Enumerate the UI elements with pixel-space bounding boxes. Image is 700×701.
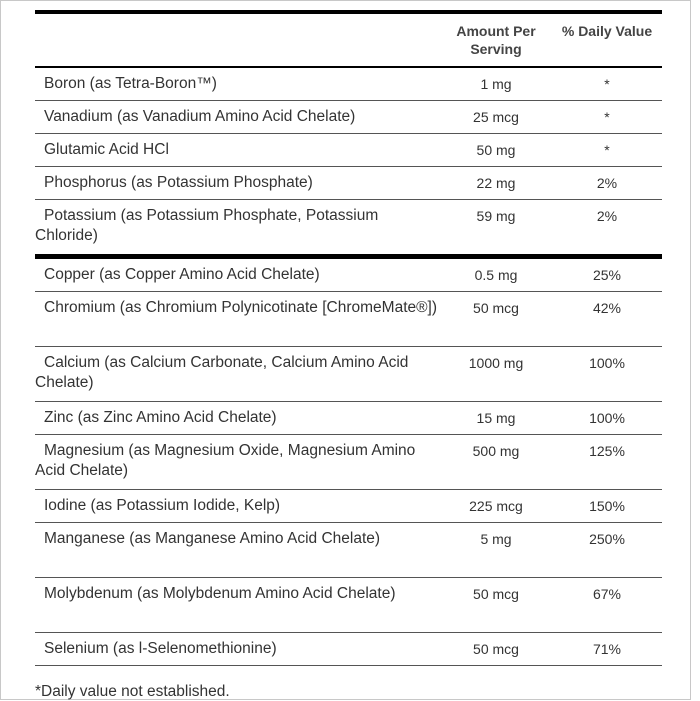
table-row [35,292,662,347]
table-row [35,200,662,257]
nutrient-daily-value: 2% [552,200,662,257]
nutrient-daily-value: 67% [552,578,662,633]
nutrient-amount: 59 mg [440,200,552,257]
nutrient-daily-value: 150% [552,490,662,523]
nutrient-name: Magnesium (as Magnesium Oxide, Magnesium Amino Acid Chelate) [35,442,416,479]
nutrient-name: Potassium (as Potassium Phosphate, Potassium Chloride) [35,207,379,244]
nutrient-daily-value: 2% [552,167,662,200]
nutrient-amount: 15 mg [440,402,552,435]
supplement-facts-table [35,10,662,666]
footnote: *Daily value not established. [35,683,230,700]
nutrient-amount: 500 mg [440,435,552,490]
nutrient-amount: 50 mcg [440,578,552,633]
nutrient-name: Phosphorus (as Potassium Phosphate) [44,174,313,191]
table-row [35,134,662,167]
nutrient-amount: 1000 mg [440,347,552,402]
nutrient-daily-value: 250% [552,523,662,578]
nutrient-name: Manganese (as Manganese Amino Acid Chelate) [44,530,381,547]
nutrient-daily-value: * [552,67,662,101]
nutrient-name: Copper (as Copper Amino Acid Chelate) [44,266,320,283]
nutrient-amount: 22 mg [440,167,552,200]
nutrient-amount: 50 mg [440,134,552,167]
table-row [35,490,662,523]
table-row [35,435,662,490]
nutrient-amount: 225 mcg [440,490,552,523]
header-daily-value: % Daily Value [552,12,662,67]
table-header-row [35,12,662,67]
table-row [35,523,662,578]
nutrient-name: Zinc (as Zinc Amino Acid Chelate) [44,409,277,426]
nutrient-daily-value: 71% [552,633,662,666]
nutrient-name: Calcium (as Calcium Carbonate, Calcium Amino Acid Chelate) [35,354,409,391]
header-amount-per-serving: Amount Per Serving [440,12,552,67]
nutrient-daily-value: 100% [552,402,662,435]
nutrient-name: Vanadium (as Vanadium Amino Acid Chelate) [44,108,356,125]
nutrient-daily-value: 125% [552,435,662,490]
nutrient-name: Molybdenum (as Molybdenum Amino Acid Chelate) [44,585,396,602]
table-row [35,167,662,200]
table-row [35,67,662,101]
nutrient-daily-value: 42% [552,292,662,347]
nutrient-daily-value: 100% [552,347,662,402]
nutrient-daily-value: 25% [552,257,662,292]
table-row [35,633,662,666]
table-row [35,257,662,292]
nutrient-amount: 5 mg [440,523,552,578]
header-name [35,12,440,67]
nutrient-name: Selenium (as l-Selenomethionine) [44,640,277,657]
nutrient-name: Iodine (as Potassium Iodide, Kelp) [44,497,281,514]
table-row [35,402,662,435]
table-row [35,347,662,402]
table-row [35,101,662,134]
nutrient-name: Glutamic Acid HCl [44,141,169,158]
nutrient-amount: 0.5 mg [440,257,552,292]
nutrient-daily-value: * [552,134,662,167]
nutrient-amount: 1 mg [440,67,552,101]
table-row [35,578,662,633]
nutrient-name: Boron (as Tetra-Boron™) [44,75,217,92]
nutrient-amount: 50 mcg [440,633,552,666]
nutrient-amount: 25 mcg [440,101,552,134]
nutrient-name: Chromium (as Chromium Polynicotinate [ChromeMate®]) [44,299,438,316]
nutrient-amount: 50 mcg [440,292,552,347]
nutrient-daily-value: * [552,101,662,134]
